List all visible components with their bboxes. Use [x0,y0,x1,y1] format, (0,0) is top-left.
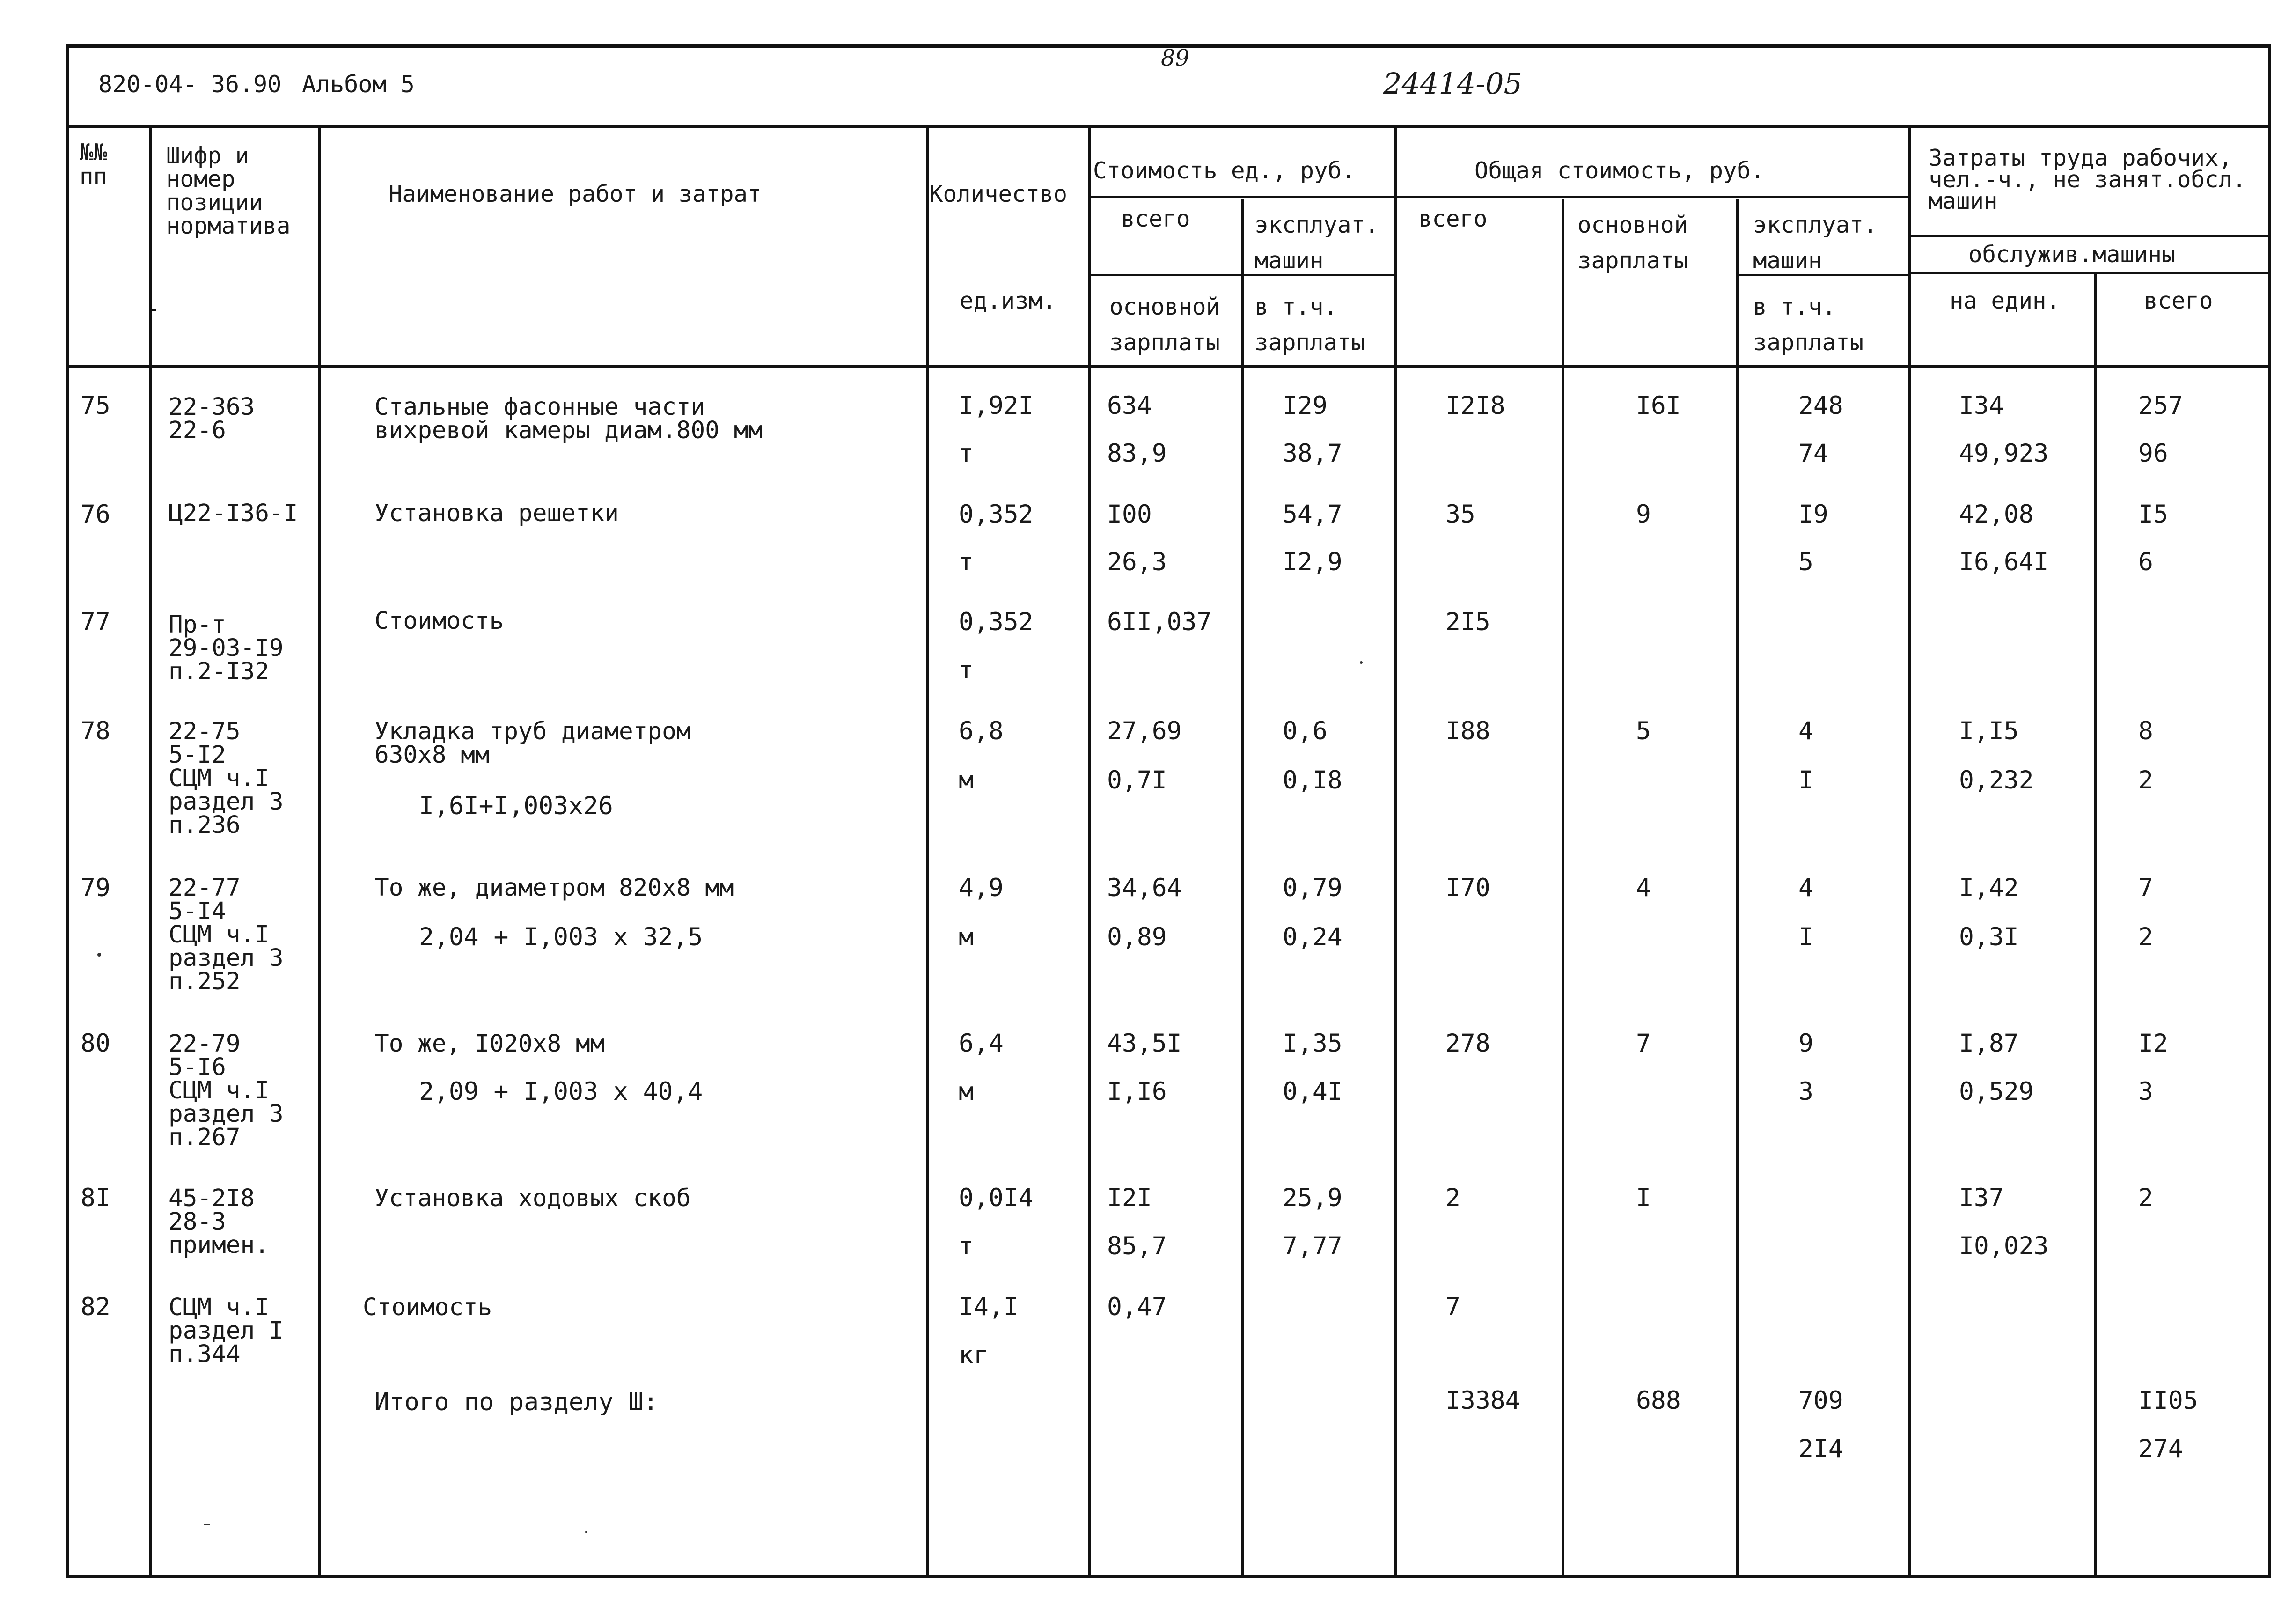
row-qty: 6,4 [959,1029,1004,1058]
row-qty: 0,352 [959,500,1034,529]
row-tot-mach-wage: 74 [1798,439,1828,468]
row-name: Установка решетки [374,500,619,527]
row-unit: т [959,439,974,468]
row-calc: 2,04 + I,003 х 32,5 [419,923,703,951]
row-qty: I,92I [959,391,1034,420]
scan-speck [1360,661,1363,664]
row-tot-all: 2I5 [1445,608,1490,636]
row-tot-mach: 4 [1798,717,1813,745]
row-unit-total: 43,5I [1107,1029,1182,1058]
row-unit: кг [959,1341,989,1369]
row-labor-total: 257 [2138,391,2183,420]
row-unit: т [959,656,974,685]
row-unit-wage: 0,89 [1107,923,1167,951]
col-divider-3 [926,125,929,1578]
row-unit-mach-wage: 0,24 [1283,923,1342,951]
row-qty: 6,8 [959,717,1004,745]
album-label: Альбом 5 [302,71,415,98]
row-name: Стоимость [374,607,504,635]
row-labor-unit-serv: 0,529 [1959,1077,2034,1106]
row-tot-all: I88 [1445,717,1490,745]
col-header-unit: ед.изм. [960,287,1056,314]
row-num: 8I [81,1184,110,1212]
row-code: 22-75 5-I2 СЦМ ч.I раздел 3 п.236 [169,718,284,839]
row-unit-wage: 0,7I [1107,766,1167,795]
row-num: 75 [81,391,110,420]
col-header-num: №№ пп [80,139,108,190]
row-qty: 0,0I4 [959,1184,1034,1212]
row-unit-mach: I,35 [1283,1029,1342,1058]
col-header-tot-all: всего [1418,206,1488,232]
row-labor-total-serv: 6 [2138,548,2153,576]
row-tot-mach-wage: I [1798,923,1813,951]
row-name: То же, диаметром 820х8 мм [374,874,734,902]
row-code: 45-2I8 28-3 примен. [169,1185,269,1259]
header-divider [66,125,2271,128]
col-header-unit-mach: эксплуат. машин [1254,212,1379,274]
row-unit-mach: 0,79 [1283,874,1342,902]
row-unit-total: 0,47 [1107,1293,1167,1321]
row-unit-mach-wage: 38,7 [1283,439,1342,468]
row-num: 79 [81,874,110,902]
page-number: 89 [1161,45,1190,71]
col-header-unit-mach-wage: в т.ч. зарплаты [1254,294,1365,356]
row-tot-wage: I6I [1636,391,1681,420]
col-header-tot-mach: эксплуат. машин [1753,212,1878,274]
row-unit-mach: 25,9 [1283,1184,1342,1212]
col-divider-1 [149,125,152,1578]
row-qty: 4,9 [959,874,1004,902]
row-labor-unit-serv: I0,023 [1959,1232,2049,1260]
section-total-wage: 688 [1636,1386,1681,1415]
header-tick [149,309,156,311]
column-header-bottom [66,365,2271,368]
row-unit-total: I2I [1107,1184,1152,1212]
row-tot-wage: 7 [1636,1029,1651,1058]
row-labor-unit: I,42 [1959,874,2019,902]
col-divider-2 [318,125,321,1578]
row-labor-unit-serv: I6,64I [1959,548,2049,576]
handwritten-reference: 24414-05 [1383,66,1523,101]
section-total-labor: II05 [2138,1386,2198,1415]
row-name: То же, I020х8 мм [374,1030,605,1058]
row-tot-all: 7 [1445,1293,1460,1321]
row-calc: 2,09 + I,003 х 40,4 [419,1077,703,1106]
col-header-qty: Количество [929,181,1068,207]
row-labor-unit: I,87 [1959,1029,2019,1058]
row-qty: I4,I [959,1293,1019,1321]
row-tot-all: 35 [1445,500,1475,529]
row-tot-wage: 5 [1636,717,1651,745]
col-header-tot-mach-wage: в т.ч. зарплаты [1753,294,1864,356]
col-header-labor-total: всего [2144,287,2213,314]
header-subline-labor [1908,235,2271,237]
row-labor-total: I5 [2138,500,2168,529]
row-name: Стоимость [363,1294,492,1321]
row-unit-wage: I,I6 [1107,1077,1167,1106]
col-divider-8 [1736,199,1739,1578]
row-tot-wage: 4 [1636,874,1651,902]
row-unit-total: 27,69 [1107,717,1182,745]
row-unit-wage: 85,7 [1107,1232,1167,1260]
row-num: 77 [81,608,110,636]
row-unit-mach: 54,7 [1283,500,1342,529]
row-tot-all: I2I8 [1445,391,1505,420]
row-num: 82 [81,1293,110,1321]
row-name: Стальные фасонные части вихревой камеры диам.800 мм [374,393,763,444]
col-header-name: Наименование работ и затрат [389,181,762,207]
scan-speck [585,1531,587,1533]
row-code: 22-77 5-I4 СЦМ ч.I раздел 3 п.252 [169,874,284,995]
row-unit-total: 6II,037 [1107,608,1212,636]
row-unit-total: I00 [1107,500,1152,529]
row-unit: м [959,766,974,795]
col-header-total-cost: Общая стоимость, руб. [1474,157,1765,184]
header-subline-cost [1088,196,1908,198]
col-header-unit-wage: основной зарплаты [1109,294,1220,356]
row-tot-wage: I [1636,1184,1651,1212]
section-total-all: I3384 [1445,1386,1520,1415]
row-labor-total: 8 [2138,717,2153,745]
row-unit-total: 634 [1107,391,1152,420]
row-labor-unit-serv: 0,232 [1959,766,2034,795]
row-tot-mach: 248 [1798,391,1843,420]
row-unit: т [959,1232,974,1260]
row-tot-mach-wage: 5 [1798,548,1813,576]
row-num: 78 [81,717,110,745]
row-labor-total: 7 [2138,874,2153,902]
row-tot-all: 2 [1445,1184,1460,1212]
row-code: 22-363 22-6 [169,393,255,444]
row-unit-mach-wage: 7,77 [1283,1232,1342,1260]
col-divider-10 [2094,272,2097,1578]
row-qty: 0,352 [959,608,1034,636]
row-labor-total-serv: 2 [2138,923,2153,951]
row-labor-unit-serv: 49,923 [1959,439,2049,468]
row-unit: м [959,1077,974,1106]
row-name: Укладка труб диаметром 630х8 мм [374,718,691,769]
row-labor-unit: I37 [1959,1184,2004,1212]
col-header-labor: Затраты труда рабочих, чел.-ч., не занят.обсл. машин [1929,145,2246,214]
col-divider-5 [1241,199,1244,1578]
row-labor-unit: I,I5 [1959,717,2019,745]
col-header-labor-unit: на един. [1950,287,2061,314]
section-total-mach-wage: 2I4 [1798,1435,1843,1463]
row-tot-mach: 4 [1798,874,1813,902]
row-calc: I,6I+I,003х26 [419,792,613,820]
row-code: Ц22-I36-I [169,500,298,527]
row-code: 22-79 5-I6 СЦМ ч.I раздел 3 п.267 [169,1030,284,1151]
row-tot-mach-wage: 3 [1798,1077,1813,1106]
col-divider-9 [1908,125,1911,1578]
section-total-label: Итого по разделу Ш: [374,1388,659,1416]
row-tot-mach-wage: I [1798,766,1813,795]
row-unit: т [959,548,974,576]
row-unit-total: 34,64 [1107,874,1182,902]
row-labor-total-serv: 3 [2138,1077,2153,1106]
row-tot-all: 278 [1445,1029,1490,1058]
row-labor-total: 2 [2138,1184,2153,1212]
row-tot-wage: 9 [1636,500,1651,529]
col-divider-6 [1394,125,1397,1578]
section-total-labor-serv: 274 [2138,1435,2183,1463]
col-divider-7 [1562,199,1564,1578]
row-unit-wage: 26,3 [1107,548,1167,576]
row-num: 80 [81,1029,110,1058]
row-unit-mach: I29 [1283,391,1328,420]
col-header-tot-wage: основной зарплаты [1577,212,1688,274]
section-total-mach: 709 [1798,1386,1843,1415]
row-name: Установка ходовых скоб [374,1185,691,1212]
row-unit-mach: 0,6 [1283,717,1328,745]
header-subline-serv [1908,272,2271,274]
col-header-labor-serv: обслужив.машины [1968,241,2176,268]
row-tot-mach: 9 [1798,1029,1813,1058]
col-divider-4 [1088,125,1091,1578]
row-labor-total-serv: 96 [2138,439,2168,468]
row-unit-mach-wage: 0,I8 [1283,766,1342,795]
row-num: 76 [81,500,110,529]
row-code: Пр-т 29-03-I9 п.2-I32 [169,611,284,685]
row-labor-unit: 42,08 [1959,500,2034,529]
scan-speck [97,953,101,957]
row-labor-total: I2 [2138,1029,2168,1058]
row-unit-wage: 83,9 [1107,439,1167,468]
row-tot-all: I70 [1445,874,1490,902]
document-code: 820-04- 36.90 [98,71,282,98]
row-unit: м [959,923,974,951]
row-labor-unit: I34 [1959,391,2004,420]
col-header-unit-cost: Стоимость ед., руб. [1093,157,1356,184]
row-code: СЦМ ч.I раздел I п.344 [169,1294,284,1368]
row-labor-total-serv: 2 [2138,766,2153,795]
row-unit-mach-wage: 0,4I [1283,1077,1342,1106]
row-tot-mach: I9 [1798,500,1828,529]
col-header-unit-total: всего [1121,206,1190,232]
row-unit-mach-wage: I2,9 [1283,548,1342,576]
col-header-code: Шифр и номер позиции норматива [166,142,291,239]
scan-speck [204,1524,210,1525]
row-labor-unit-serv: 0,3I [1959,923,2019,951]
